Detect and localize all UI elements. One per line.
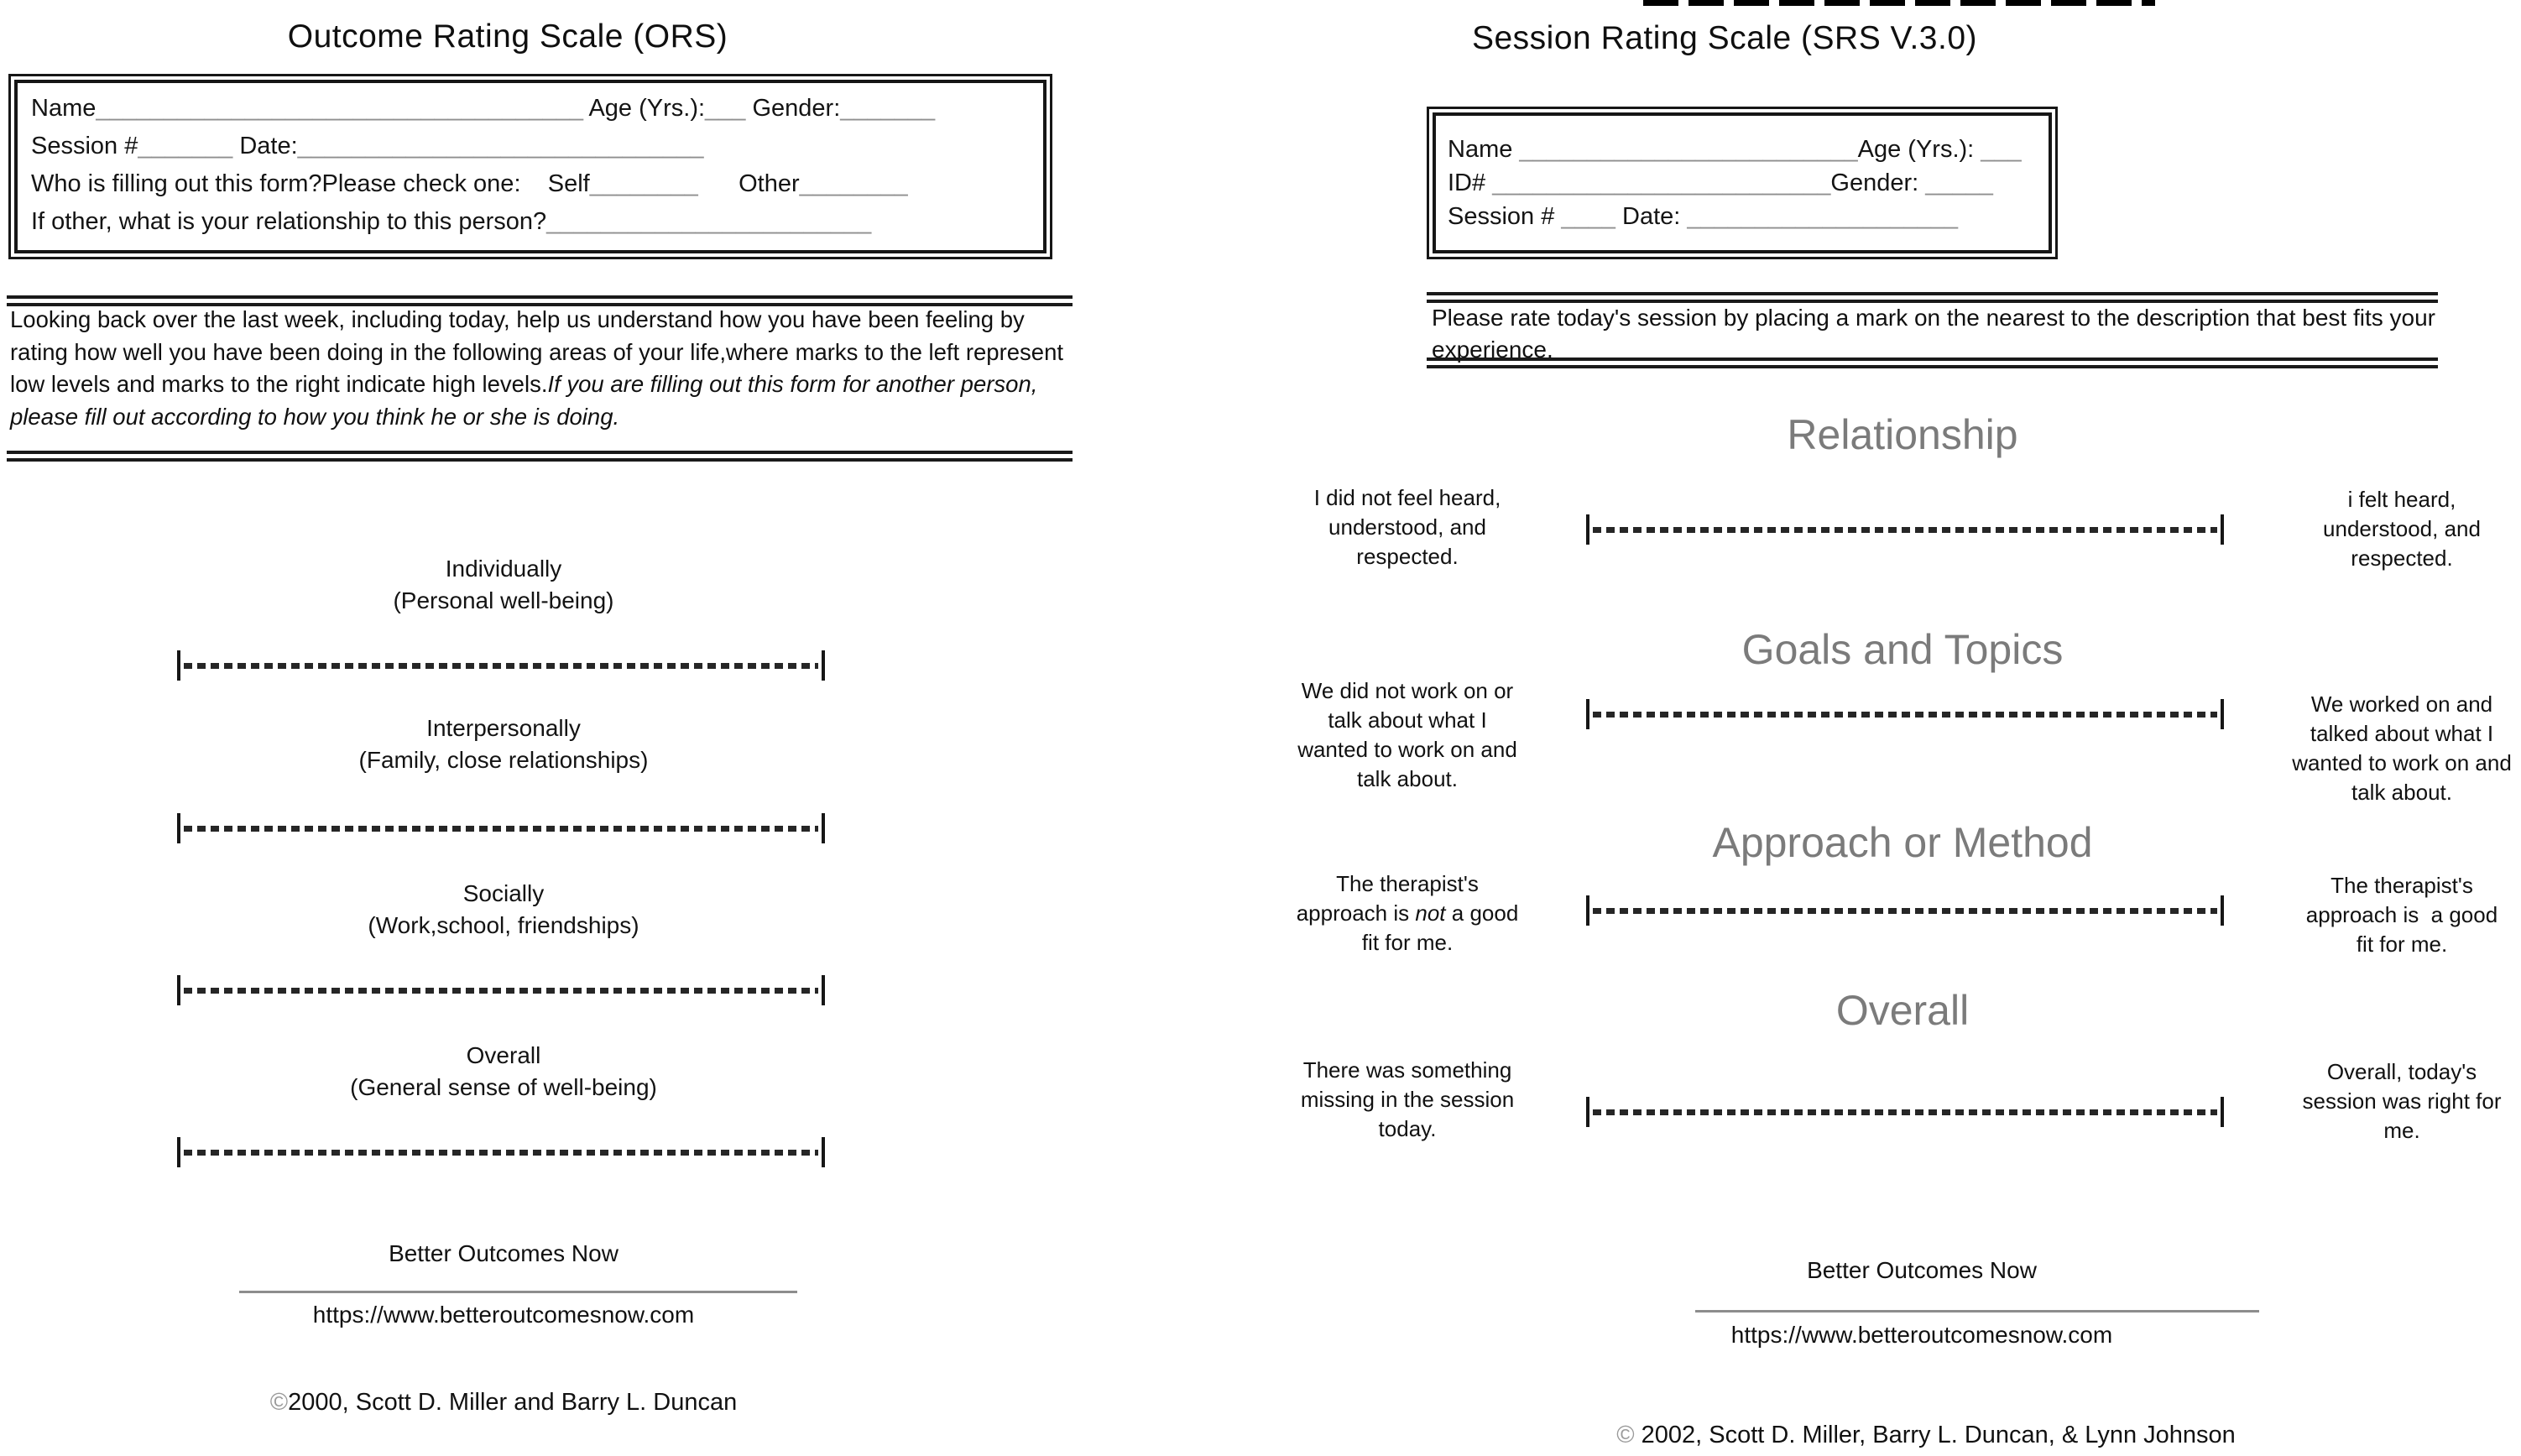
- anchor-text-italic: not: [1415, 900, 1446, 926]
- srs-relationship-left-anchor: [1281, 483, 1533, 571]
- scale-label: Socially: [462, 880, 545, 906]
- scale-label: Overall: [466, 1042, 541, 1068]
- ors-info-line-1: [31, 90, 1043, 128]
- session-label: Session #: [31, 133, 138, 159]
- session-label: Session #: [1448, 203, 1555, 230]
- anchor-line: [1281, 899, 1533, 928]
- ors-rating-line-interpersonally[interactable]: [177, 813, 825, 843]
- srs-section-heading-approach: Approach or Method: [1712, 819, 2093, 866]
- copyright-icon: ©: [269, 1389, 289, 1416]
- ors-info-line-3: [31, 165, 1043, 203]
- id-label: ID#: [1448, 170, 1486, 196]
- age-label: Age (Yrs.):: [1857, 136, 1981, 163]
- scale-right-tick: [2221, 699, 2224, 729]
- scale-right-tick: [822, 1137, 825, 1167]
- anchor-line: session was right for: [2302, 1088, 2502, 1114]
- ors-rating-line-socially[interactable]: [177, 975, 825, 1005]
- date-label: Date:: [1622, 203, 1681, 230]
- name-fill-line[interactable]: ____________________________________: [96, 95, 583, 122]
- anchor-line: respected.: [2351, 545, 2453, 571]
- anchor-line: There was something: [1302, 1057, 1512, 1083]
- date-fill-line[interactable]: ____________________: [1680, 203, 1958, 230]
- scale-left-tick: [177, 975, 180, 1005]
- ors-footer-divider: [239, 1291, 797, 1293]
- scale-right-tick: [2221, 895, 2224, 926]
- srs-instruction-text: Please rate today's session by placing a mark on the nearest to the description that best fits your experience.: [1432, 305, 2436, 363]
- scale-right-tick: [2221, 1097, 2224, 1127]
- self-label: Self: [547, 170, 590, 197]
- srs-instruction-bottom-rule: [1427, 357, 2438, 368]
- anchor-line: Overall, today's: [2326, 1059, 2477, 1084]
- srs-approach-left-anchor: [1281, 869, 1533, 958]
- age-label: Age (Yrs.):: [582, 95, 706, 122]
- scale-sublabel: (Personal well-being): [393, 587, 614, 613]
- scale-sublabel: (Family, close relationships): [358, 747, 649, 773]
- ors-footer-url[interactable]: https://www.betteroutcomesnow.com: [312, 1302, 695, 1328]
- other-check-line[interactable]: ________: [799, 170, 908, 197]
- date-fill-line[interactable]: ______________________________: [297, 133, 704, 159]
- relationship-label: If other, what is your relationship to this person?: [31, 208, 547, 235]
- anchor-line: We did not work on or: [1301, 678, 1514, 703]
- srs-footer-url[interactable]: https://www.betteroutcomesnow.com: [1730, 1322, 2113, 1348]
- ors-instruction-bottom-rule: [7, 451, 1073, 462]
- anchor-text: approach is: [1296, 900, 1416, 926]
- scale-right-tick: [822, 650, 825, 681]
- anchor-line: missing in the session: [1300, 1087, 1515, 1112]
- anchor-line: talked about what I: [2310, 721, 2494, 746]
- gender-fill-line[interactable]: _______: [840, 95, 936, 122]
- srs-footer-divider: [1695, 1310, 2259, 1312]
- srs-info-line-2: [1448, 166, 2049, 200]
- anchor-line: talk about.: [2351, 780, 2452, 805]
- anchor-line: The therapist's: [1336, 871, 1479, 896]
- name-label: Name: [31, 95, 97, 122]
- anchor-line: respected.: [1356, 544, 1459, 569]
- anchor-line: understood, and: [2323, 516, 2481, 541]
- anchor-line: wanted to work on and: [1297, 737, 1517, 762]
- srs-approach-right-anchor: [2271, 871, 2521, 959]
- ors-scale-label-overall: [0, 1040, 1007, 1104]
- ors-info-line-2: [31, 128, 1043, 165]
- srs-section-heading-relationship: Relationship: [1787, 411, 2018, 458]
- scale-label: Individually: [445, 556, 562, 582]
- who-label: Who is filling out this form?Please check one:: [31, 170, 548, 197]
- srs-copyright-text: 2002, Scott D. Miller, Barry L. Duncan, & Lynn Johnson: [1634, 1422, 2236, 1448]
- srs-info-box: [1427, 107, 2058, 259]
- srs-footer-brand: Better Outcomes Now: [1807, 1257, 2037, 1283]
- anchor-line: We worked on and: [2310, 691, 2493, 717]
- scale-dashes: [184, 988, 818, 994]
- age-fill-line[interactable]: ___: [705, 95, 746, 122]
- anchor-line: talk about what I: [1328, 707, 1487, 733]
- srs-info-box-inner: [1433, 112, 2052, 253]
- scale-right-tick: [822, 813, 825, 843]
- gender-fill-line[interactable]: _____: [1925, 170, 1993, 196]
- srs-copyright: [1422, 1422, 2430, 1449]
- srs-goals-right-anchor: [2271, 690, 2521, 807]
- scale-left-tick: [1586, 699, 1589, 729]
- scale-dashes: [184, 1150, 818, 1156]
- scale-left-tick: [177, 813, 180, 843]
- scale-label: Interpersonally: [426, 715, 581, 741]
- ors-instruction-text: [10, 304, 1069, 433]
- ors-copyright: [0, 1389, 1007, 1417]
- anchor-line: I did not feel heard,: [1313, 485, 1501, 510]
- anchor-line: understood, and: [1328, 514, 1486, 540]
- anchor-line: The therapist's: [2330, 873, 2473, 898]
- ors-scale-label-interpersonally: [0, 712, 1007, 776]
- ors-info-box-inner: [14, 80, 1047, 253]
- copyright-icon: ©: [1616, 1422, 1635, 1448]
- scale-right-tick: [822, 975, 825, 1005]
- anchor-line: talk about.: [1357, 766, 1458, 791]
- ors-rating-line-overall[interactable]: [177, 1137, 825, 1167]
- scale-sublabel: (Work,school, friendships): [368, 912, 639, 938]
- anchor-line: i felt heard,: [2347, 487, 2456, 512]
- srs-goals-left-anchor: [1281, 676, 1533, 794]
- ors-form-title: Outcome Rating Scale (ORS): [287, 18, 728, 55]
- name-label: Name: [1448, 136, 1513, 163]
- scale-left-tick: [1586, 514, 1589, 545]
- srs-info-line-3: [1448, 200, 2049, 233]
- scale-sublabel: (General sense of well-being): [350, 1074, 657, 1100]
- scale-dashes: [1593, 527, 2217, 533]
- srs-form-title: Session Rating Scale (SRS V.3.0): [1471, 20, 1978, 56]
- ors-scale-label-individually: [0, 553, 1007, 617]
- self-check-line[interactable]: ________: [589, 170, 698, 197]
- ors-copyright-text: 2000, Scott D. Miller and Barry L. Duncan: [288, 1389, 738, 1416]
- srs-overall-left-anchor: [1281, 1056, 1533, 1144]
- srs-overall-right-anchor: [2271, 1057, 2521, 1145]
- name-fill-line[interactable]: _________________________: [1512, 136, 1858, 163]
- other-label: Other: [697, 170, 800, 197]
- session-fill-line[interactable]: ____: [1554, 203, 1622, 230]
- scale-left-tick: [1586, 895, 1589, 926]
- srs-rating-line-goals[interactable]: [1586, 699, 2224, 729]
- ors-info-line-4: [31, 203, 1043, 241]
- ors-rating-line-individually[interactable]: [177, 650, 825, 681]
- srs-rating-line-relationship[interactable]: [1586, 514, 2224, 545]
- srs-info-line-1: [1448, 133, 2049, 166]
- relationship-fill-line[interactable]: ________________________: [546, 208, 872, 235]
- cut-off-text-bar: [1643, 0, 2155, 6]
- anchor-line: today.: [1378, 1116, 1437, 1141]
- scale-dashes: [1593, 712, 2217, 718]
- srs-rating-line-approach[interactable]: [1586, 895, 2224, 926]
- scale-left-tick: [177, 1137, 180, 1167]
- anchor-line: me.: [2383, 1118, 2420, 1143]
- gender-label: Gender:: [1830, 170, 1926, 196]
- anchor-text: a good: [1445, 900, 1519, 926]
- srs-rating-line-overall[interactable]: [1586, 1097, 2224, 1127]
- ors-scale-label-socially: [0, 878, 1007, 942]
- anchor-line: wanted to work on and: [2292, 750, 2512, 775]
- scale-left-tick: [177, 650, 180, 681]
- scale-left-tick: [1586, 1097, 1589, 1127]
- anchor-line: fit for me.: [1361, 930, 1454, 955]
- gender-label: Gender:: [745, 95, 841, 122]
- srs-section-heading-goals: Goals and Topics: [1741, 626, 2064, 673]
- srs-section-heading-overall: Overall: [1835, 987, 1970, 1034]
- age-fill-line[interactable]: ___: [1981, 136, 2022, 163]
- date-label: Date:: [232, 133, 298, 159]
- ors-footer-brand: Better Outcomes Now: [389, 1240, 619, 1266]
- anchor-line: approach is a good: [2305, 902, 2498, 927]
- scale-dashes: [184, 826, 818, 832]
- id-fill-line[interactable]: _________________________: [1485, 170, 1831, 196]
- ors-info-box: [8, 74, 1052, 259]
- srs-relationship-right-anchor: [2271, 485, 2521, 573]
- scale-right-tick: [2221, 514, 2224, 545]
- scale-dashes: [1593, 1109, 2217, 1115]
- ors-instruction-normal: Looking back over the last week, including today, help us understand how you have been feeling by rating how well you have been doing in the following areas of your life,where marks to the left represent low levels and marks to the right indicate high levels.: [10, 306, 1064, 397]
- anchor-line: fit for me.: [2356, 932, 2448, 957]
- session-fill-line[interactable]: _______: [138, 133, 233, 159]
- scale-dashes: [1593, 908, 2217, 914]
- ors-instruction-italic: If you are filling out this form for another person, please fill out according to how you think he or she is doing.: [10, 371, 1038, 430]
- scale-dashes: [184, 663, 818, 669]
